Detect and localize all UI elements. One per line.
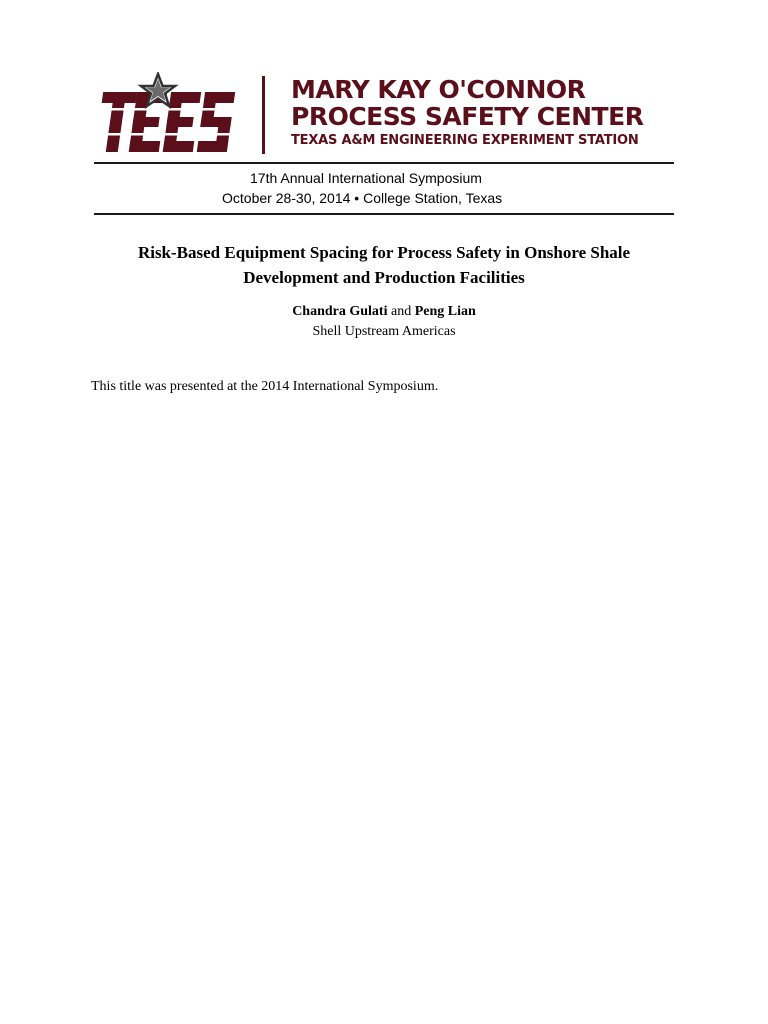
center-name-line2: PROCESS SAFETY CENTER [291,102,644,131]
header-divider [262,76,265,154]
paper-title-line1: Risk-Based Equipment Spacing for Process Safety in Onshore Shale [137,243,631,262]
header-rule-top [94,162,674,164]
paper-title [94,240,674,290]
document-header [94,72,674,162]
tees-logo [94,72,239,156]
header-rule-bottom [94,213,674,215]
tees-logo-graphic [94,72,239,156]
center-name-line1: MARY KAY O'CONNOR [291,75,586,104]
paper-title-line2: Development and Production Facilities [243,268,525,287]
center-name-block [291,76,674,149]
presentation-note: This title was presented at the 2014 International Symposium. [91,379,439,394]
symposium-info [94,168,674,208]
author-1: Chandra Gulati [292,304,388,319]
authors [94,302,674,322]
affiliation: Shell Upstream Americas [312,324,456,339]
symposium-dates: October 28-30, 2014 • College Station, Texas [222,190,503,206]
author-2: Peng Lian [414,304,476,319]
symposium-name: 17th Annual International Symposium [250,170,482,186]
author-joiner: and [387,304,415,319]
center-name-subtitle: TEXAS A&M ENGINEERING EXPERIMENT STATION [291,133,639,148]
